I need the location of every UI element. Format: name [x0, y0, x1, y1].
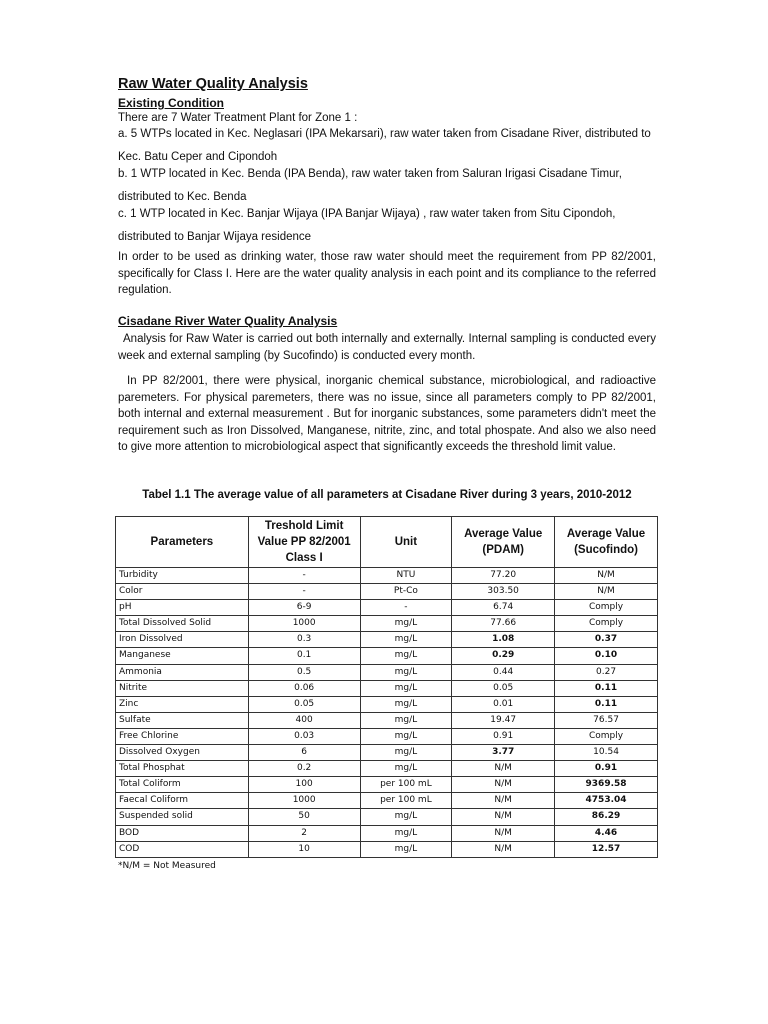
cell-average-pdam: 303.50 — [452, 584, 555, 600]
cell-unit: mg/L — [360, 841, 452, 857]
cell-average-pdam: 0.29 — [452, 648, 555, 664]
cell-unit: mg/L — [360, 696, 452, 712]
cell-average-sucofindo: 4753.04 — [555, 793, 658, 809]
cell-parameter: Suspended solid — [116, 809, 249, 825]
cell-average-sucofindo: Comply — [555, 600, 658, 616]
cell-threshold-limit: 0.06 — [248, 680, 360, 696]
cell-threshold-limit: 0.03 — [248, 728, 360, 744]
cell-average-sucofindo: 10.54 — [555, 745, 658, 761]
table-row — [116, 568, 658, 584]
cell-average-pdam: 77.66 — [452, 616, 555, 632]
wtp-item-b: b. 1 WTP located in Kec. Benda (IPA Benda), raw water taken from Saluran Irigasi Cisadane Timur, — [118, 168, 622, 180]
cell-parameter: pH — [116, 600, 249, 616]
cell-parameter: Dissolved Oxygen — [116, 745, 249, 761]
cell-parameter: Zinc — [116, 696, 249, 712]
table-row — [116, 632, 658, 648]
cell-threshold-limit: 0.3 — [248, 632, 360, 648]
cell-unit: per 100 mL — [360, 777, 452, 793]
cell-threshold-limit: - — [248, 584, 360, 600]
cell-average-pdam: N/M — [452, 809, 555, 825]
wtp-item-a-continued: Kec. Batu Ceper and Cipondoh — [118, 151, 278, 163]
parameters-paragraph: In PP 82/2001, there were physical, inorganic chemical substance, microbiological, and radioactive paremeters. For physical paremeters, there was no issue, since all parameters comply to PP 82/2001, both internal and external measurement . But for inorganic substances, some parameters didn't meet the requirement such as Iron Dissolved, Manganese, nitrite, zinc, and total phospate. And also we also need to give more attention to microbiological aspect that significantly exceeds the threshold limit value. — [118, 375, 656, 453]
water-quality-table — [115, 516, 658, 858]
cell-unit: mg/L — [360, 680, 452, 696]
cell-parameter: Total Dissolved Solid — [116, 616, 249, 632]
cell-average-sucofindo: 86.29 — [555, 809, 658, 825]
cell-parameter: COD — [116, 841, 249, 857]
cell-unit: Pt-Co — [360, 584, 452, 600]
cell-threshold-limit: 0.2 — [248, 761, 360, 777]
table-row — [116, 793, 658, 809]
cell-threshold-limit: 0.1 — [248, 648, 360, 664]
cell-average-sucofindo: 0.10 — [555, 648, 658, 664]
header-average-sucofindo: Average Value (Sucofindo) — [555, 517, 658, 568]
wtp-item-a: a. 5 WTPs located in Kec. Neglasari (IPA Mekarsari), raw water taken from Cisadane River, distributed to — [118, 128, 651, 140]
cell-average-pdam: 0.91 — [452, 728, 555, 744]
cell-unit: mg/L — [360, 632, 452, 648]
cell-threshold-limit: 1000 — [248, 793, 360, 809]
header-parameters: Parameters — [116, 517, 249, 568]
cell-average-sucofindo: 4.46 — [555, 825, 658, 841]
table-row — [116, 825, 658, 841]
requirement-paragraph: In order to be used as drinking water, those raw water should meet the requirement from PP 82/2001, specifically for Class I. Here are the water quality analysis in each point and its compliance to the referred regulation. — [118, 251, 656, 296]
table-row — [116, 696, 658, 712]
cell-average-pdam: N/M — [452, 777, 555, 793]
cell-average-sucofindo: 0.37 — [555, 632, 658, 648]
cell-parameter: Total Phosphat — [116, 761, 249, 777]
cell-average-sucofindo: 9369.58 — [555, 777, 658, 793]
cell-unit: mg/L — [360, 648, 452, 664]
existing-condition-heading: Existing Condition — [118, 96, 224, 110]
cell-threshold-limit: 6-9 — [248, 600, 360, 616]
cell-average-sucofindo: N/M — [555, 584, 658, 600]
intro-line: There are 7 Water Treatment Plant for Zone 1 : — [118, 112, 358, 124]
cell-parameter: Iron Dissolved — [116, 632, 249, 648]
sampling-paragraph: Analysis for Raw Water is carried out both internally and externally. Internal sampling is conducted every week and external sampling (by Sucofindo) is conducted every month. — [118, 333, 656, 362]
cell-average-pdam: 0.44 — [452, 664, 555, 680]
wtp-item-c-continued: distributed to Banjar Wijaya residence — [118, 231, 312, 243]
table-footnote: *N/M = Not Measured — [118, 861, 216, 871]
cell-unit: NTU — [360, 568, 452, 584]
cell-average-pdam: 0.05 — [452, 680, 555, 696]
cell-average-sucofindo: 0.11 — [555, 696, 658, 712]
cell-average-sucofindo: N/M — [555, 568, 658, 584]
document-title: Raw Water Quality Analysis — [118, 76, 308, 92]
cell-average-pdam: 6.74 — [452, 600, 555, 616]
cell-unit: mg/L — [360, 761, 452, 777]
table-row — [116, 600, 658, 616]
cell-threshold-limit: 2 — [248, 825, 360, 841]
cell-parameter: Faecal Coliform — [116, 793, 249, 809]
cell-threshold-limit: 0.05 — [248, 696, 360, 712]
cell-unit: per 100 mL — [360, 793, 452, 809]
cell-unit: mg/L — [360, 712, 452, 728]
table-row — [116, 664, 658, 680]
cell-threshold-limit: - — [248, 568, 360, 584]
cell-threshold-limit: 10 — [248, 841, 360, 857]
cell-average-pdam: 19.47 — [452, 712, 555, 728]
cell-average-pdam: N/M — [452, 841, 555, 857]
cell-parameter: BOD — [116, 825, 249, 841]
cell-parameter: Total Coliform — [116, 777, 249, 793]
header-threshold-limit: Treshold Limit Value PP 82/2001 Class I — [248, 517, 360, 568]
cell-parameter: Nitrite — [116, 680, 249, 696]
cisadane-analysis-heading: Cisadane River Water Quality Analysis — [118, 314, 338, 328]
table-header-row — [116, 517, 658, 568]
table-row — [116, 584, 658, 600]
table-row — [116, 761, 658, 777]
table-row — [116, 728, 658, 744]
cell-average-pdam: N/M — [452, 761, 555, 777]
table-row — [116, 616, 658, 632]
cell-unit: mg/L — [360, 745, 452, 761]
cell-average-pdam: 77.20 — [452, 568, 555, 584]
cell-parameter: Turbidity — [116, 568, 249, 584]
table-caption: Tabel 1.1 The average value of all parameters at Cisadane River during 3 years, 2010-2012 — [142, 489, 632, 501]
table-row — [116, 841, 658, 857]
cell-threshold-limit: 50 — [248, 809, 360, 825]
cell-parameter: Color — [116, 584, 249, 600]
table-row — [116, 648, 658, 664]
table-row — [116, 712, 658, 728]
cell-average-sucofindo: 0.91 — [555, 761, 658, 777]
cell-unit: - — [360, 600, 452, 616]
cell-average-sucofindo: 12.57 — [555, 841, 658, 857]
table-row — [116, 809, 658, 825]
table-body — [116, 568, 658, 858]
cell-parameter: Manganese — [116, 648, 249, 664]
cell-parameter: Free Chlorine — [116, 728, 249, 744]
cell-threshold-limit: 100 — [248, 777, 360, 793]
cell-unit: mg/L — [360, 664, 452, 680]
wtp-item-c: c. 1 WTP located in Kec. Banjar Wijaya (IPA Banjar Wijaya) , raw water taken from Situ Cipondoh, — [118, 208, 616, 220]
cell-unit: mg/L — [360, 728, 452, 744]
cell-threshold-limit: 6 — [248, 745, 360, 761]
cell-average-pdam: 1.08 — [452, 632, 555, 648]
cell-threshold-limit: 400 — [248, 712, 360, 728]
wtp-item-b-continued: distributed to Kec. Benda — [118, 191, 247, 203]
cell-average-sucofindo: 0.27 — [555, 664, 658, 680]
cell-unit: mg/L — [360, 809, 452, 825]
cell-unit: mg/L — [360, 616, 452, 632]
header-average-pdam: Average Value (PDAM) — [452, 517, 555, 568]
table-row — [116, 777, 658, 793]
cell-unit: mg/L — [360, 825, 452, 841]
cell-average-sucofindo: Comply — [555, 616, 658, 632]
cell-average-pdam: 3.77 — [452, 745, 555, 761]
cell-average-pdam: N/M — [452, 825, 555, 841]
table-row — [116, 745, 658, 761]
cell-threshold-limit: 1000 — [248, 616, 360, 632]
cell-average-pdam: 0.01 — [452, 696, 555, 712]
cell-threshold-limit: 0.5 — [248, 664, 360, 680]
cell-average-sucofindo: 0.11 — [555, 680, 658, 696]
cell-average-pdam: N/M — [452, 793, 555, 809]
header-unit: Unit — [360, 517, 452, 568]
cell-average-sucofindo: 76.57 — [555, 712, 658, 728]
cell-average-sucofindo: Comply — [555, 728, 658, 744]
cell-parameter: Sulfate — [116, 712, 249, 728]
table-row — [116, 680, 658, 696]
cell-parameter: Ammonia — [116, 664, 249, 680]
